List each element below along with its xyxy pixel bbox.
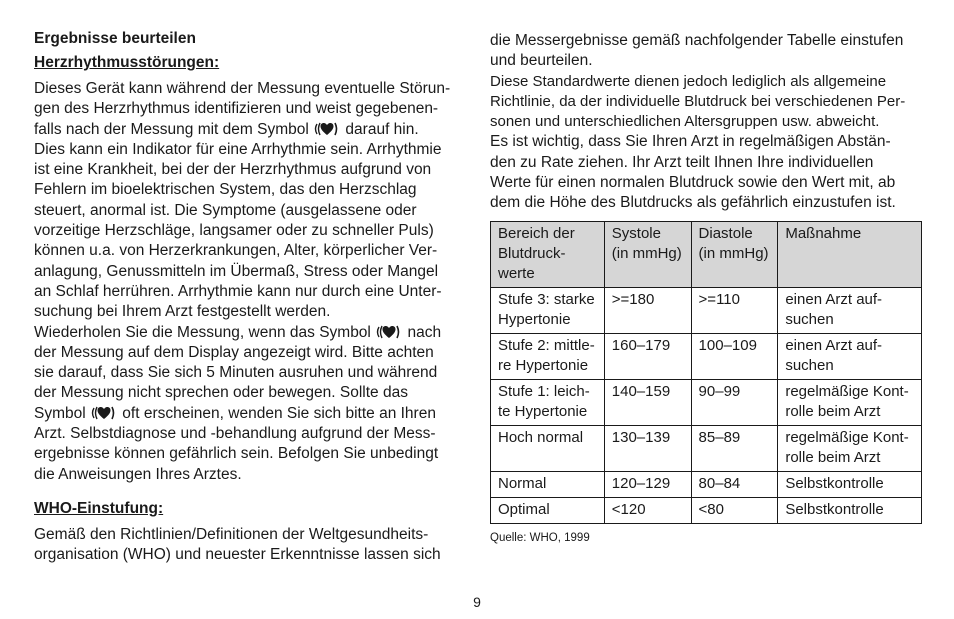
table-row [491, 471, 922, 497]
text-fragment: nach [403, 323, 442, 341]
text-line: und beurteilen. [490, 52, 593, 70]
table-cell [491, 425, 605, 471]
arrhythmia-heading: Herzrhythmusstörungen: [34, 54, 220, 71]
text-line: Gemäß den Richtlinien/Definitionen der Weltgesundheits- [34, 525, 429, 543]
text-line: vorzeitige Herzschläge, langsamer oder zu schneller Puls) [34, 222, 434, 240]
text-line [34, 120, 464, 140]
table-cell [604, 497, 691, 523]
cell-text: Maßnahme [785, 224, 862, 242]
text-line: Diese Standardwerte dienen jedoch lediglich als allgemeine [490, 72, 887, 90]
cell-text: >=110 [698, 290, 740, 308]
text-line: suchung bei Ihrem Arzt festgestellt werden. [34, 303, 331, 321]
text-line: Fehlern im bioelektrischen System, das den Herzschlag [34, 181, 417, 199]
cell-text: einen Arzt auf- [785, 290, 883, 308]
cell-text: 160–179 [611, 336, 671, 354]
cell-text: Optimal [498, 500, 550, 518]
table-row [491, 425, 922, 471]
table-header-cell [778, 221, 922, 287]
cell-text: regelmäßige Kont- [785, 382, 909, 400]
text-line: Arzt. Selbstdiagnose und -behandlung aufgrund der Mess- [34, 425, 436, 443]
text-line: Es ist wichtig, dass Sie Ihren Arzt in regelmäßigen Abstän- [490, 133, 891, 151]
text-line: gen des Herzrhythmus identifizieren und weist gegebenen- [34, 100, 439, 118]
cell-text: re Hypertonie [498, 356, 589, 374]
cell-text: (in mmHg) [611, 244, 682, 262]
cell-text: werte [498, 264, 535, 282]
table-row [491, 333, 922, 379]
text-line: ergebnisse können gefährlich sein. Befolgen Sie unbedingt [34, 445, 439, 463]
text-line: Dieses Gerät kann während der Messung eventuelle Störun- [34, 80, 451, 97]
text-line [34, 404, 464, 424]
text-line: anlagung, Genussmitteln im Übermaß, Stress oder Mangel [34, 262, 439, 280]
text-line: Werte für einen normalen Blutdruck sowie den Wert mit, ab [490, 174, 896, 192]
text-line: sie darauf, dass Sie sich 5 Minuten ausruhen und während [34, 364, 438, 382]
table-cell [491, 333, 605, 379]
table-cell [604, 425, 691, 471]
table-cell [778, 379, 922, 425]
heart-arrhythmia-icon [90, 405, 118, 421]
cell-text: <80 [698, 500, 724, 518]
cell-text: Stufe 2: mittle- [498, 336, 595, 354]
text-line: Dies kann ein Indikator für eine Arrhythmie sein. Arrhythmie [34, 140, 442, 158]
text-fragment: falls nach der Messung mit dem Symbol [34, 120, 314, 138]
table-cell [491, 497, 605, 523]
cell-text: 80–84 [698, 474, 741, 492]
text-line: sonen und unterschiedlichen Altersgruppen usw. abweicht. [490, 113, 880, 131]
table-header-row [491, 221, 922, 287]
cell-text: <120 [611, 500, 646, 518]
text-line: organisation (WHO) und neuester Erkenntnisse lassen sich [34, 546, 441, 564]
text-line: die Anweisungen Ihres Arztes. [34, 465, 242, 483]
note-paragraph [490, 72, 920, 133]
right-column [490, 31, 920, 544]
table-cell [691, 471, 778, 497]
cell-text: >=180 [611, 290, 655, 308]
cell-text: Selbstkontrolle [785, 500, 884, 518]
arrhythmia-paragraph [34, 79, 464, 485]
cell-text: Stufe 3: starke [498, 290, 595, 308]
heart-arrhythmia-icon [313, 121, 341, 137]
heart-arrhythmia-icon [375, 324, 403, 340]
table-header-cell [604, 221, 691, 287]
text-line: an Schlaf herrühren. Arrhythmie kann nur durch eine Unter- [34, 282, 442, 300]
cell-text: 140–159 [611, 382, 671, 400]
source-note: Quelle: WHO, 1999 [490, 531, 590, 544]
who-paragraph [34, 525, 464, 566]
cell-text: regelmäßige Kont- [785, 428, 909, 446]
table-cell [491, 287, 605, 333]
table-row [491, 287, 922, 333]
who-classification-table [490, 221, 922, 524]
cell-text: Selbstkontrolle [785, 474, 884, 492]
cell-text: Blutdruck- [498, 244, 566, 262]
table-cell [604, 379, 691, 425]
text-fragment: Wiederholen Sie die Messung, wenn das Symbol [34, 323, 376, 341]
cell-text: einen Arzt auf- [785, 336, 883, 354]
intro-paragraph [490, 31, 920, 72]
cell-text: (in mmHg) [698, 244, 769, 262]
cell-text: Normal [498, 474, 547, 492]
who-heading: WHO-Einstufung: [34, 499, 164, 517]
cell-text: 120–129 [611, 474, 671, 492]
section-heading: Ergebnisse beurteilen [34, 30, 196, 47]
text-fragment: oft erscheinen, wenden Sie sich bitte an Ihren [118, 404, 436, 422]
cell-text: rolle beim Arzt [785, 402, 881, 420]
cell-text: 90–99 [698, 382, 741, 400]
cell-text: Hoch normal [498, 428, 584, 446]
table-cell [604, 333, 691, 379]
text-line: der Messung nicht sprechen oder bewegen. Sollte das [34, 384, 408, 402]
page-number: 9 [473, 594, 481, 610]
table-cell [778, 333, 922, 379]
text-line: den zu Rate ziehen. Ihr Arzt teilt Ihnen Ihre individuellen [490, 153, 874, 171]
text-line: dem die Höhe des Blutdrucks als gefährlich einzustufen ist. [490, 194, 896, 212]
left-column [34, 29, 464, 566]
cell-text: Diastole [698, 224, 753, 242]
text-line: ist eine Krankheit, bei der der Herzrhythmus aufgrund von [34, 161, 432, 179]
table-row [491, 379, 922, 425]
cell-text: Hypertonie [498, 310, 571, 328]
table-cell [778, 471, 922, 497]
table-cell [691, 287, 778, 333]
table-header-cell [691, 221, 778, 287]
table-body [491, 287, 922, 523]
table-cell [778, 497, 922, 523]
cell-text: 85–89 [698, 428, 741, 446]
text-line: können u.a. von Herzerkrankungen, Alter, körperlicher Ver- [34, 242, 438, 260]
text-fragment: darauf hin. [341, 120, 419, 138]
text-line [34, 323, 464, 343]
table-row [491, 497, 922, 523]
text-line: der Messung auf dem Display angezeigt wird. Bitte achten [34, 343, 434, 361]
cell-text: 130–139 [611, 428, 671, 446]
text-line: steuert, anormal ist. Die Symptome (ausgelassene oder [34, 201, 417, 219]
table-cell [491, 471, 605, 497]
text-fragment: Symbol [34, 404, 90, 422]
table-cell [691, 379, 778, 425]
table-cell [778, 287, 922, 333]
table-cell [778, 425, 922, 471]
text-line: die Messergebnisse gemäß nachfolgender Tabelle einstufen [490, 32, 904, 49]
cell-text: Bereich der [498, 224, 575, 242]
table-cell [691, 425, 778, 471]
table-cell [604, 471, 691, 497]
cell-text: te Hypertonie [498, 402, 588, 420]
table-cell [691, 333, 778, 379]
cell-text: Systole [611, 224, 661, 242]
cell-text: rolle beim Arzt [785, 448, 881, 466]
text-line: Richtlinie, da der individuelle Blutdruck bei verschiedenen Per- [490, 92, 906, 110]
table-cell [604, 287, 691, 333]
cell-text: Stufe 1: leich- [498, 382, 590, 400]
cell-text: 100–109 [698, 336, 757, 354]
advice-paragraph [490, 132, 920, 213]
table-cell [491, 379, 605, 425]
table-cell [691, 497, 778, 523]
table-header-cell [491, 221, 605, 287]
cell-text: suchen [785, 356, 834, 374]
cell-text: suchen [785, 310, 834, 328]
